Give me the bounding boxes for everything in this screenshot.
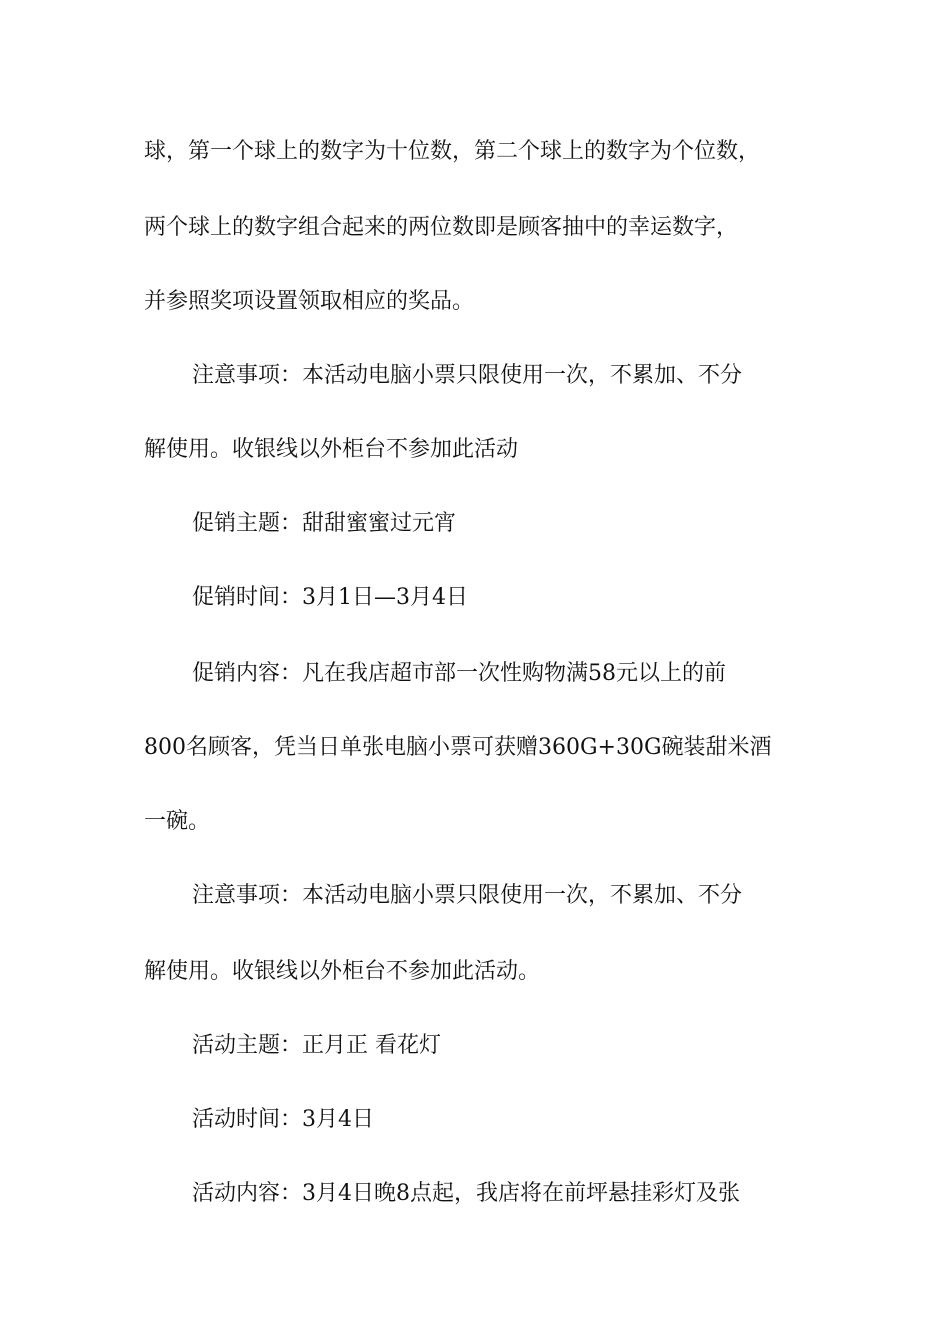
text-line-11: 注意事项：本活动电脑小票只限使用一次，不累加、不分 [192,883,743,908]
text-line-14: 活动时间：3月4日 [192,1107,374,1132]
text-line-9: 800名顾客，凭当日单张电脑小票可获赠360G+30G碗装甜米酒 [144,735,772,760]
text-line-6: 促销主题：甜甜蜜蜜过元宵 [192,511,457,536]
text-line-1: 球，第一个球上的数字为十位数，第二个球上的数字为个位数， [144,139,761,164]
text-line-4: 注意事项：本活动电脑小票只限使用一次，不累加、不分 [192,363,743,388]
text-line-13: 活动主题：正月正 看花灯 [192,1033,441,1058]
text-line-7: 促销时间：3月1日—3月4日 [192,585,468,610]
text-line-5: 解使用。收银线以外柜台不参加此活动 [144,437,519,462]
text-line-2: 两个球上的数字组合起来的两位数即是顾客抽中的幸运数字， [144,215,739,240]
text-line-12: 解使用。收银线以外柜台不参加此活动。 [144,959,541,984]
text-line-10: 一碗。 [144,809,211,834]
text-line-3: 并参照奖项设置领取相应的奖品。 [144,289,475,314]
text-line-15: 活动内容：3月4日晚8点起，我店将在前坪悬挂彩灯及张 [192,1181,740,1206]
text-line-8: 促销内容：凡在我店超市部一次性购物满58元以上的前 [192,661,726,686]
